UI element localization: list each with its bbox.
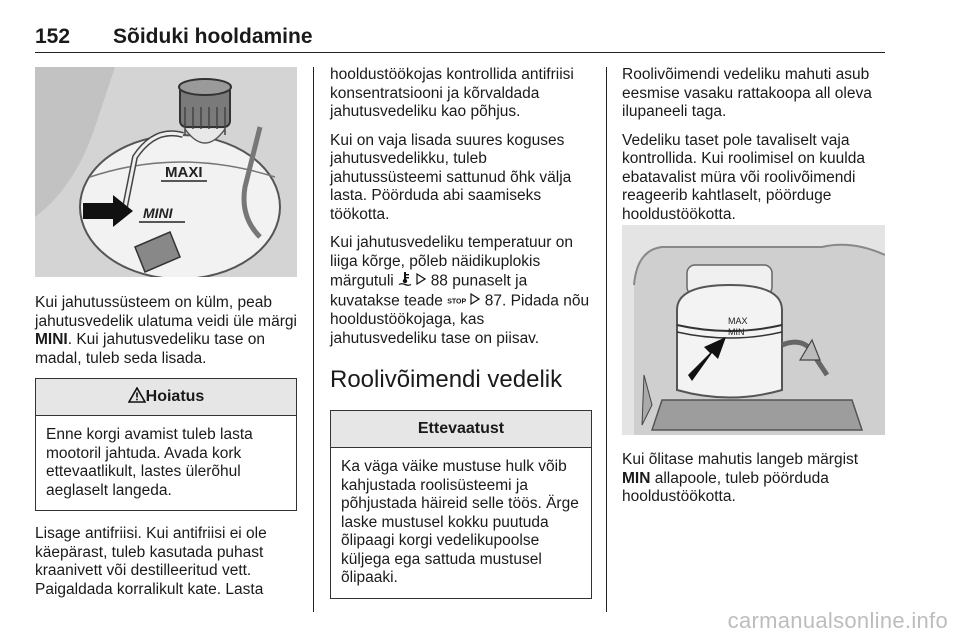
paragraph: hooldustöökojas kontrollida antifriisi konsentratsiooni ja kõrvaldada jahutusvedeliku kao põhjus. [330,66,574,120]
caution-text: Ka väga väike mustuse hulk võib kahjustada roolisüsteemi ja põhjustada häireid selle töös. Ärge laske mustusel kokku puutuda õlipaagi korgi vedelikupoolse küljega ega sattuda mustusel õlipaaki. [341,458,579,587]
column-2 [330,66,592,599]
paragraph: Kui õlitase mahutis langeb märgist MIN allapoole, tuleb pöörduda hooldustöökotta. [622,451,859,505]
power-steering-reservoir-illustration [622,225,885,435]
warning-header [36,379,296,416]
coolant-reservoir-figure [35,67,297,277]
column-3-bottom [622,451,884,517]
caution-header: Ettevaatust [331,411,591,448]
warning-text: Enne korgi avamist tuleb lasta mootoril jahtuda. Avada kork ettevaatlikult, lastes ülerõhul aeglaselt langeda. [46,426,253,499]
watermark-url: carmanualsonline.info [727,608,948,633]
chapter-title: Sõiduki hooldamine [113,25,313,48]
page-reference-icon [470,292,480,311]
paragraph: Lisage antifriisi. Kui antifriisi ei ole käepärast, tuleb kasutada puhast kraanivett või destilleeritud vett. Paigaldada korralikult kate. Lasta [35,525,267,598]
column-1 [35,294,297,609]
paragraph: Vedeliku taset pole tavaliselt vaja kontrollida. Kui roolimisel on kuulda ebatavalist müra või roolivõimendi reageerib kahtlaselt, pöörduge hooldustöökotta. [622,131,865,223]
paragraph: Roolivõimendi vedeliku mahuti asub eesmise vasaku rattakoopa all oleva ilupaneeli taga. [622,66,872,120]
power-steering-reservoir-figure [622,225,885,435]
column-3 [622,66,884,234]
caution-box [330,410,592,599]
section-title: Roolivõimendi vedelik [330,366,563,394]
page-header [35,22,885,53]
paragraph: Kui jahutusvedeliku temperatuur on liiga kõrge, põleb näidikuplokis märgutuli 88 punaselt ja kuvatakse teade STOP 87. Pidada nõu hooldustöökojaga, kas jahutusvedeliku tase on piisav. [330,234,590,347]
warning-triangle-icon [128,379,146,415]
page-number: 152 [35,25,71,48]
max-mark-label: MAXI [165,164,203,181]
min-label: MINI [35,331,68,348]
page-reference-icon [416,272,426,291]
column-divider [606,67,607,612]
min-mark-label: MINI [143,205,173,221]
max-mark-label: MAX [728,316,748,326]
min-mark-label: MIN [728,327,745,337]
min-label: MIN [622,469,651,487]
column-divider [313,67,314,612]
paragraph: Kui on vaja lisada suures koguses jahutusvedelikku, tuleb jahutussüsteemi sattunud õhk välja lasta. Pöörduda abi saamiseks töökotta. [330,131,572,223]
coolant-reservoir-illustration [35,67,297,277]
page-reference: 87 [484,291,503,309]
page-reference: 88 [430,272,448,290]
stop-message-icon: STOP [447,297,467,305]
warning-box [35,378,297,511]
paragraph: Kui jahutussüsteem on külm, peab jahutusvedelik ulatuma veidi üle märgi MINI. Kui jahutusvedeliku tase on madal, tuleb seda lisada. [35,294,297,367]
coolant-temperature-icon [398,271,412,292]
warning-title: Hoiatus [145,388,205,406]
